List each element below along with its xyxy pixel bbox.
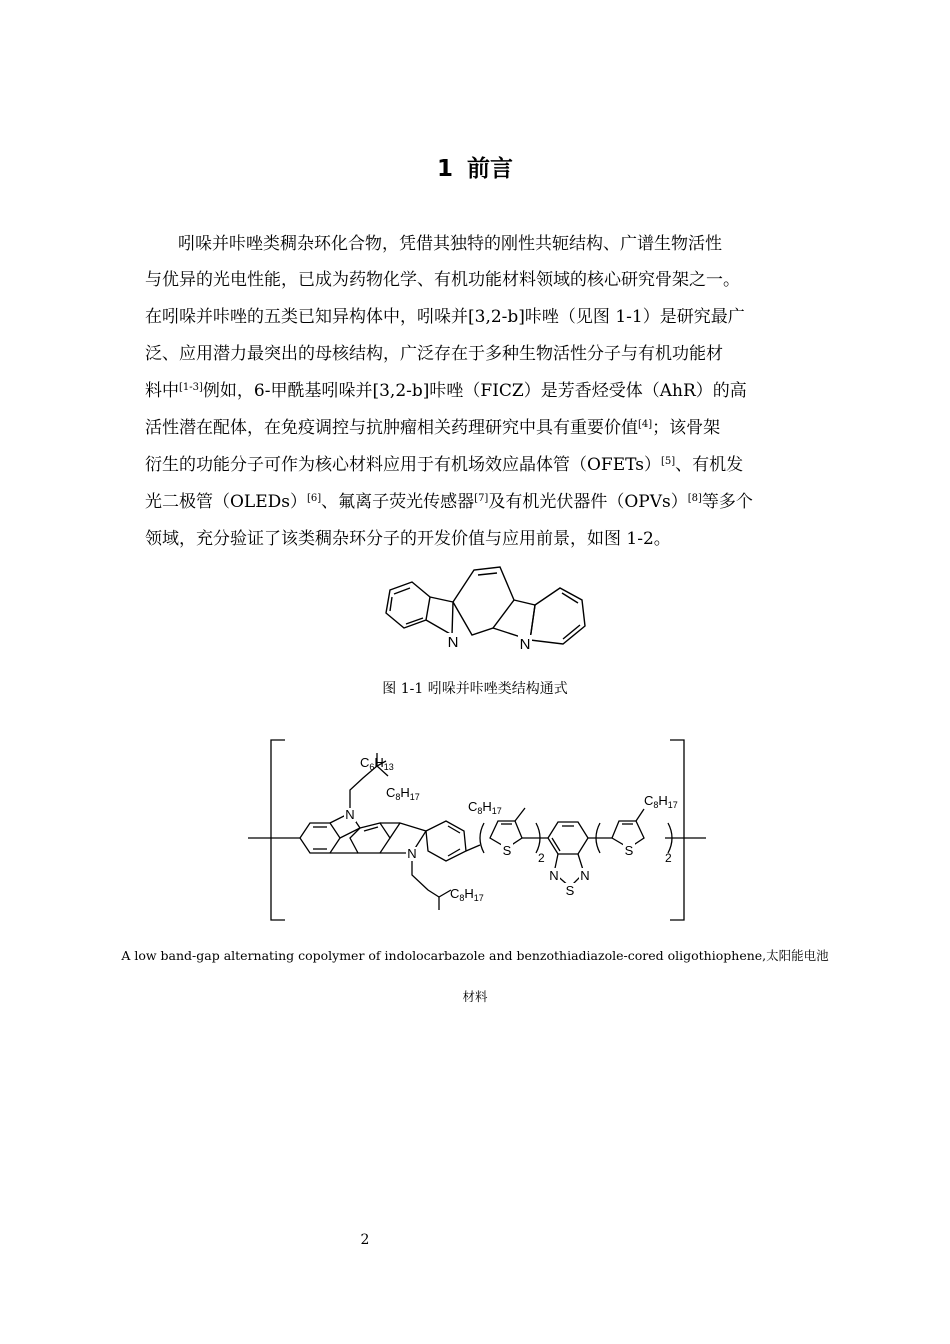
nitrogen-atom-label: N xyxy=(345,807,355,822)
text-run: 活性潜在配体，在免疫调控与抗肿瘤相关药理研究中具有重要价值 xyxy=(145,418,638,438)
figure-1-2-caption: A low band-gap alternating copolymer of indolocarbazole and benzothiadiazole-cored oligothiophene,太阳能电池 xyxy=(121,948,829,963)
paragraph-line xyxy=(145,416,720,440)
figure-1-1-caption: 图 1-1 吲哚并咔唑类结构通式 xyxy=(382,681,568,697)
substituent-c8h17: $C_8H_{17}$ xyxy=(450,886,484,903)
repeat-count: 2 xyxy=(538,851,545,865)
text-run: 、有机发 xyxy=(675,455,744,475)
paragraph-line: 与优异的光电性能，已成为药物化学、有机功能材料领域的核心研究骨架之一。 xyxy=(145,270,740,290)
citation-ref: [5] xyxy=(660,456,676,467)
paragraph-line xyxy=(145,379,747,403)
citation-ref: [1-3] xyxy=(179,382,203,393)
text-run: 、氟离子荧光传感器 xyxy=(321,492,475,512)
paragraph-line xyxy=(145,453,743,477)
section-heading xyxy=(0,150,950,183)
nitrogen-atom-label: N xyxy=(447,634,459,651)
paragraph-line: 在吲哚并咔唑的五类已知异构体中，吲哚并[3,2-b]咔唑（见图 1-1）是研究最广 xyxy=(145,307,745,327)
substituent-c8h17: $C_8H_{17}$ xyxy=(386,785,420,802)
text-run: 例如，6-甲酰基吲哚并[3,2-b]咔唑（FICZ）是芳香烃受体（AhR）的高 xyxy=(202,381,747,401)
nitrogen-atom-label: N xyxy=(407,846,417,861)
citation-ref: [7] xyxy=(474,493,489,504)
substituent-c6h13: $C_6H_{13}$ xyxy=(360,755,394,772)
citation-ref: [8] xyxy=(687,493,702,504)
text-run: 料中 xyxy=(145,381,179,401)
sulfur-atom-label: S xyxy=(565,883,575,898)
nitrogen-atom-label: N xyxy=(519,636,531,653)
text-run: 及有机光伏器件（OPVs） xyxy=(488,492,688,512)
repeat-count: 2 xyxy=(665,851,672,865)
sulfur-atom-label: S xyxy=(624,843,634,858)
figure-1-2-caption-continued: 材料 xyxy=(462,989,488,1004)
sulfur-atom-label: S xyxy=(502,843,512,858)
text-run: 光二极管（OLEDs） xyxy=(145,492,307,512)
text-run: 衍生的功能分子可作为核心材料应用于有机场效应晶体管（OFETs） xyxy=(145,455,661,475)
paragraph-line xyxy=(145,490,753,514)
text-run: 等多个 xyxy=(701,492,753,512)
section-title: 前言 xyxy=(467,156,513,182)
paragraph-line: 吲哚并咔唑类稠杂环化合物，凭借其独特的刚性共轭结构、广谱生物活性 xyxy=(178,234,722,254)
text-run: ；该骨架 xyxy=(652,418,721,438)
substituent-c8h17: $C_8H_{17}$ xyxy=(468,799,502,816)
paragraph-line: 泛、应用潜力最突出的母核结构，广泛存在于多种生物活性分子与有机功能材 xyxy=(145,344,723,364)
page-number: 2 xyxy=(360,1232,370,1248)
nitrogen-atom-label: N xyxy=(549,868,559,883)
indolocarbazole-structure xyxy=(360,555,630,665)
citation-ref: [6] xyxy=(307,493,322,504)
paragraph-line: 领域，充分验证了该类稠杂环分子的开发价值与应用前景，如图 1-2。 xyxy=(145,529,671,549)
section-number: 1 xyxy=(436,156,453,182)
citation-ref: [4] xyxy=(638,419,653,430)
nitrogen-atom-label: N xyxy=(580,868,590,883)
substituent-c8h17: $C_8H_{17}$ xyxy=(644,793,678,810)
copolymer-structure xyxy=(240,735,710,925)
